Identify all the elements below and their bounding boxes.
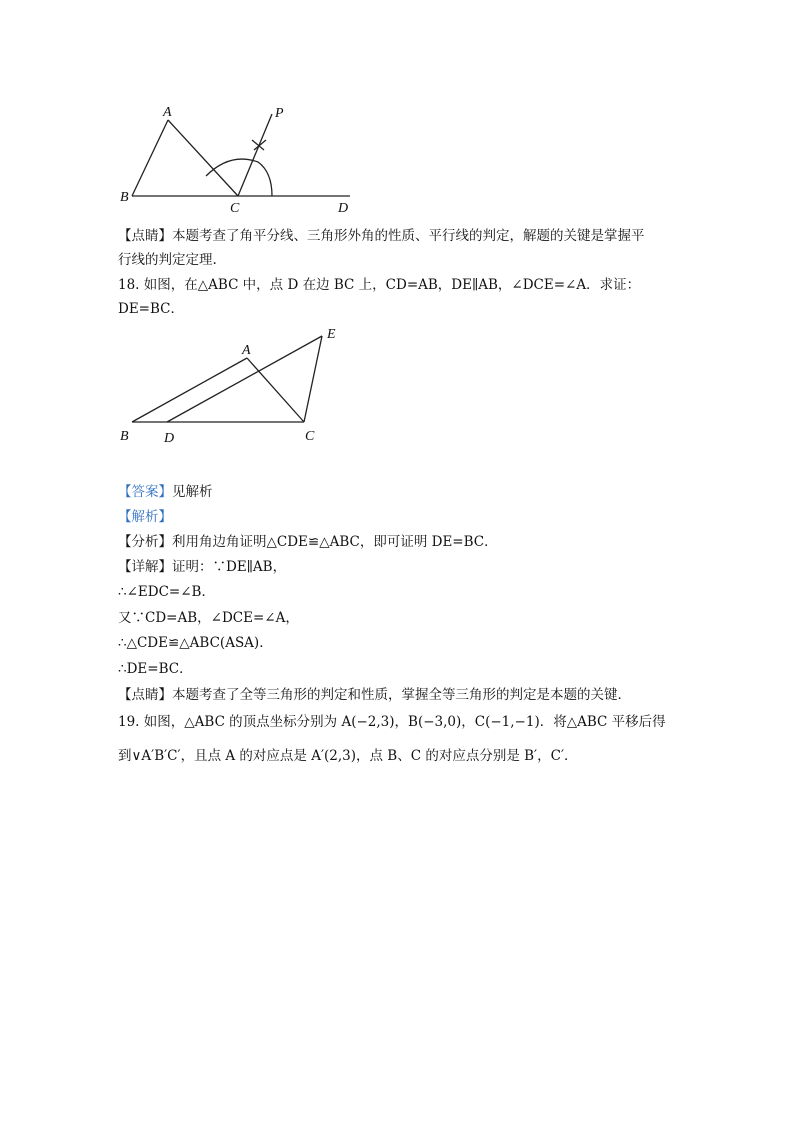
fenxi-tag: 【分析】: [118, 534, 172, 550]
answer-line: [118, 482, 213, 502]
note18-tag: 【点睛】: [118, 687, 172, 703]
note17-line1: [118, 226, 645, 246]
label-c: C: [305, 429, 315, 444]
note17-tag: 【点睛】: [118, 228, 172, 244]
proof-step-4: ∴DE=BC．: [118, 661, 193, 677]
segment-ba: [132, 358, 247, 422]
label-p: P: [275, 106, 284, 121]
segment-ce: [304, 336, 322, 422]
label-d: D: [164, 431, 175, 446]
note17-line2: 行线的判定定理.: [118, 252, 217, 268]
segment-ac: [168, 120, 238, 196]
label-c: C: [230, 201, 240, 216]
note17-text1: 本题考查了角平分线、三角形外角的性质、平行线的判定，解题的关键是掌握平: [172, 228, 645, 244]
note18-line: [118, 685, 631, 705]
figure-triangles: [112, 322, 352, 450]
answer-text: 见解析: [172, 484, 213, 500]
label-b: B: [120, 429, 129, 444]
label-a: A: [242, 343, 251, 358]
label-b: B: [120, 190, 129, 205]
q18-line2: DE=BC．: [118, 301, 184, 317]
detail-tag: 【详解】: [118, 559, 172, 575]
q18-line1: 18. 如图，在△ABC 中，点 D 在边 BC 上，CD=AB，DE∥AB，∠DCE=∠A．求证：: [118, 277, 641, 293]
detail-text: 证明：∵DE∥AB，: [172, 559, 287, 575]
label-a: A: [163, 105, 172, 120]
arc: [206, 159, 272, 196]
fenxi-text: 利用角边角证明△CDE≌△ABC，即可证明 DE=BC．: [172, 534, 498, 550]
note18-text: 本题考查了全等三角形的判定和性质，掌握全等三角形的判定是本题的关键．: [172, 687, 631, 703]
detail-line: [118, 557, 286, 577]
figure-angle-construction: [110, 100, 370, 218]
fenxi-line: [118, 532, 498, 552]
ray-cp: [238, 114, 272, 196]
label-e: E: [327, 327, 336, 342]
q19-line2: 到∨A′B′C′，且点 A 的对应点是 A′(2,3)，点 B、C 的对应点分别是 B′，C′．: [118, 748, 578, 764]
segment-ac: [247, 358, 304, 422]
proof-step-2: 又∵CD=AB，∠DCE=∠A，: [118, 610, 299, 626]
q19-line1: 19. 如图，△ABC 的顶点坐标分别为 A(−2,3)，B(−3,0)，C(−1,−1)．将△ABC 平移后得: [118, 714, 666, 730]
answer-tag: 【答案】: [118, 484, 172, 500]
analysis-tag: 【解析】: [118, 509, 172, 525]
proof-step-3: ∴△CDE≌△ABC(ASA)．: [118, 635, 273, 651]
label-d: D: [338, 201, 349, 216]
proof-step-1: ∴∠EDC=∠B．: [118, 584, 215, 600]
segment-ab: [132, 120, 168, 196]
